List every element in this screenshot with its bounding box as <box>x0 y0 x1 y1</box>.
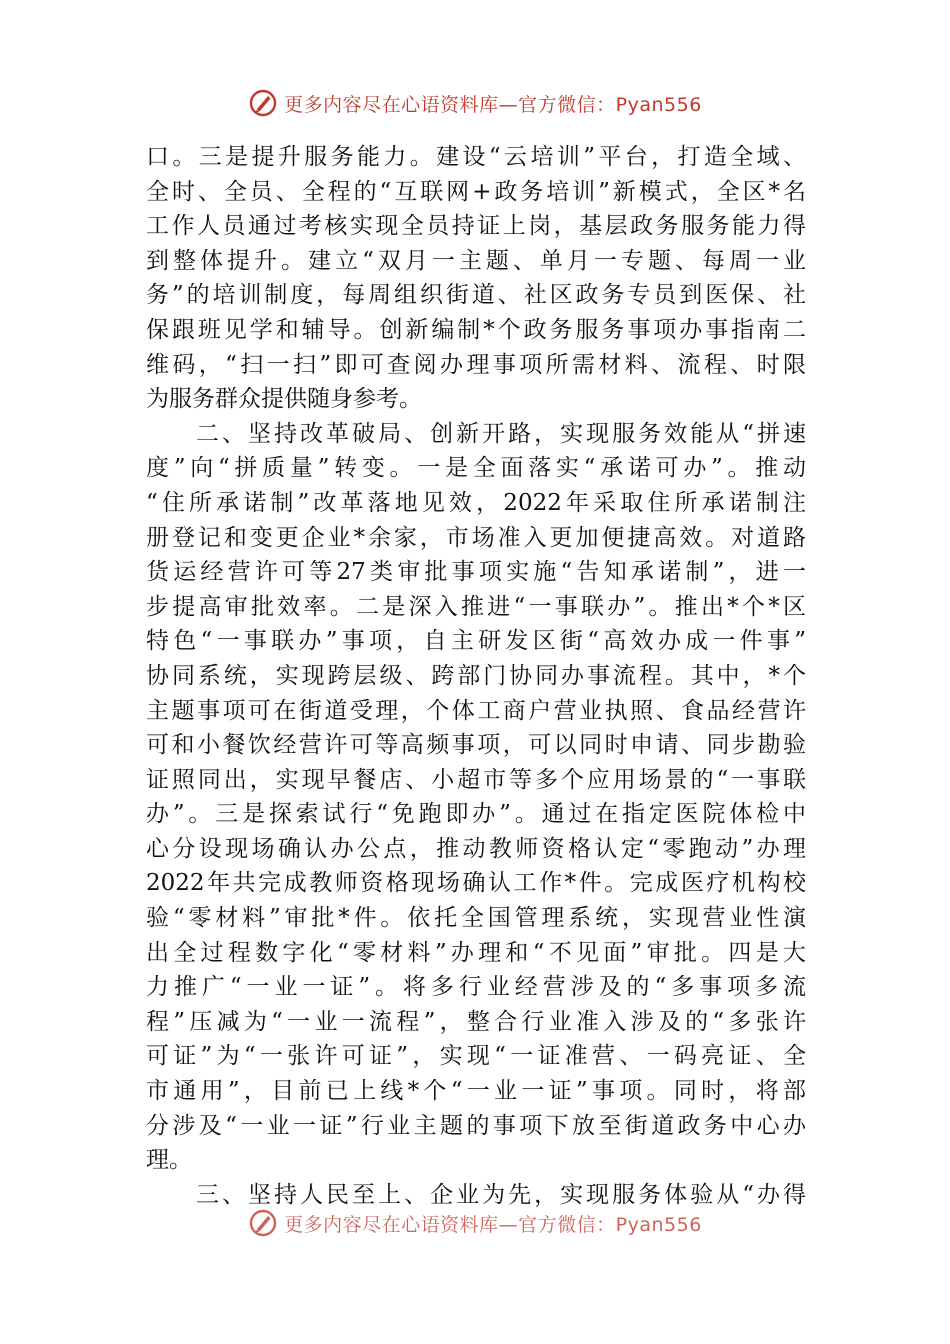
text-line: 可和小餐饮经营许可等高频事项，可以同时申请、同步勘验 <box>146 732 806 759</box>
header-watermark <box>0 86 950 120</box>
pen-seal-icon <box>248 88 278 118</box>
pen-seal-icon <box>248 1208 278 1238</box>
text-line: 度”向“拼质量”转变。一是全面落实“承诺可办”。推动 <box>146 455 806 482</box>
text-line: 2022年共完成教师资格现场确认工作*件。完成医疗机构校 <box>146 870 806 897</box>
text-line: 册登记和变更企业*余家，市场准入更加便捷高效。对道路 <box>146 524 806 551</box>
text-line: 力推广“一业一证”。将多行业经营涉及的“多事项多流 <box>146 974 806 1001</box>
text-line: 货运经营许可等27类审批事项实施“告知承诺制”，进一 <box>146 559 806 586</box>
text-line: 工作人员通过考核实现全员持证上岗，基层政务服务能力得 <box>146 213 806 240</box>
text-line: 务”的培训制度，每周组织街道、社区政务专员到医保、社 <box>146 282 806 309</box>
text-line: 理。 <box>146 1147 192 1174</box>
text-line: 维码，“扫一扫”即可查阅办理事项所需材料、流程、时限 <box>146 351 806 378</box>
text-line: 特色“一事联办”事项，自主研发区街“高效办成一件事” <box>146 628 806 655</box>
text-line: 口。三是提升服务能力。建设“云培训”平台，打造全域、 <box>146 144 806 170</box>
footer-watermark <box>0 1206 950 1240</box>
text-line: 分涉及“一业一证”行业主题的事项下放至街道政务中心办 <box>146 1112 806 1139</box>
watermark-text: 更多内容尽在心语资料库—官方微信：Pyan556 <box>284 93 702 116</box>
text-line: 全时、全员、全程的“互联网+政务培训”新模式，全区*名 <box>146 178 806 205</box>
text-line: 证照同出，实现早餐店、小超市等多个应用场景的“一事联 <box>146 766 806 793</box>
text-line: 为服务群众提供随身参考。 <box>146 386 422 413</box>
text-line: 市通用”，目前已上线*个“一业一证”事项。同时，将部 <box>146 1078 806 1105</box>
text-line: 到整体提升。建立“双月一主题、单月一专题、每周一业 <box>146 247 806 274</box>
document-body <box>146 140 806 1210</box>
text-line: 主题事项可在街道受理，个体工商户营业执照、食品经营许 <box>146 697 806 724</box>
text-line: 三、坚持人民至上、企业为先，实现服务体验从“办得 <box>196 1181 806 1208</box>
text-line: 保跟班见学和辅导。创新编制*个政务服务事项办事指南二 <box>146 316 806 343</box>
text-line: 验“零材料”审批*件。依托全国管理系统，实现营业性演 <box>146 905 806 932</box>
text-line: 办”。三是探索试行“免跑即办”。通过在指定医院体检中 <box>146 801 806 828</box>
text-line: 二、坚持改革破局、创新开路，实现服务效能从“拼速 <box>196 420 806 447</box>
watermark-text: 更多内容尽在心语资料库—官方微信：Pyan556 <box>284 1213 702 1236</box>
text-line: 协同系统，实现跨层级、跨部门协同办事流程。其中，*个 <box>146 662 806 689</box>
text-line: “住所承诺制”改革落地见效，2022年采取住所承诺制注 <box>146 489 806 516</box>
text-line: 可证”为“一张许可证”，实现“一证准营、一码亮证、全 <box>146 1043 806 1070</box>
text-line: 步提高审批效率。二是深入推进“一事联办”。推出*个*区 <box>146 593 806 620</box>
text-line: 程”压减为“一业一流程”，整合行业准入涉及的“多张许 <box>146 1008 806 1035</box>
text-line: 心分设现场确认办公点，推动教师资格认定“零跑动”办理 <box>146 835 806 862</box>
text-line: 出全过程数字化“零材料”办理和“不见面”审批。四是大 <box>146 939 806 966</box>
